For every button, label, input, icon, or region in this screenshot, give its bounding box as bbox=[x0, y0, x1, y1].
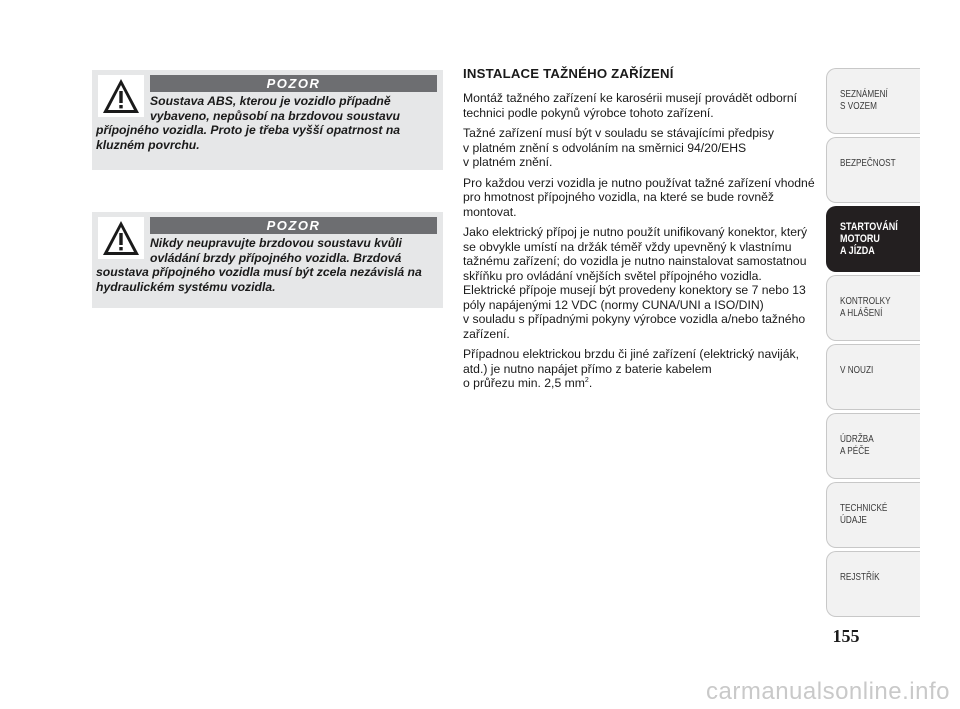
paragraph: Tažné zařízení musí být v souladu se stávajícími předpisy v platném znění s odvoláním na směrnici 94/20/EHS v platném znění. bbox=[463, 126, 774, 169]
tab-technicke[interactable]: TECHNICKÉ ÚDAJE bbox=[826, 482, 920, 548]
warning-box-abs bbox=[92, 70, 443, 170]
tab-rejstrik[interactable]: REJSTŘÍK bbox=[826, 551, 920, 617]
warning-box-brake bbox=[92, 212, 443, 308]
paragraph: Montáž tažného zařízení ke karosérii musejí provádět odborní technici podle pokynů výrobce tohoto zařízení. bbox=[463, 91, 797, 120]
tab-seznameni[interactable]: SEZNÁMENÍ S VOZEM bbox=[826, 68, 920, 134]
tab-startovani[interactable]: STARTOVÁNÍ MOTORU A JÍZDA bbox=[826, 206, 920, 272]
warning-text: Soustava ABS, kterou je vozidlo případně vybaveno, nepůsobí na brzdovou soustavu přípojného vozidla. Proto je třeba vyšší opatrnost na kluzném povrchu. bbox=[96, 94, 401, 152]
warning-header: POZOR bbox=[150, 217, 437, 234]
paragraph: Pro každou verzi vozidla je nutno používat tažné zařízení vhodné pro hmotnost přípojného vozidla, na které se bude rovněž montovat. bbox=[463, 175, 815, 219]
warning-header: POZOR bbox=[150, 75, 437, 92]
tab-bezpecnost[interactable]: BEZPEČNOST bbox=[826, 137, 920, 203]
chapter-tabs bbox=[826, 68, 920, 620]
tab-v-nouzi[interactable]: V NOUZI bbox=[826, 344, 920, 410]
page-number: 155 bbox=[832, 626, 860, 646]
watermark: carmanualsonline.info bbox=[706, 678, 950, 705]
warning-text: Nikdy neupravujte brzdovou soustavu kvůli ovládání brzdy přípojného vozidla. Brzdová soustava přípojného vozidla musí být zcela nezávislá na hydraulickém systému vozidla. bbox=[96, 236, 422, 294]
tab-kontrolky[interactable]: KONTROLKY A HLÁŠENÍ bbox=[826, 275, 920, 341]
main-content bbox=[463, 66, 815, 397]
paragraph-last: Případnou elektrickou brzdu či jiné zařízení (elektrický naviják, atd.) je nutno napájet přímo z baterie kabelem o průřezu min. 2,5 $mm^2$. bbox=[463, 347, 799, 390]
section-heading: INSTALACE TAŽNÉHO ZAŘÍZENÍ bbox=[463, 66, 674, 81]
paragraph: Jako elektrický přípoj je nutno použít unifikovaný konektor, který se obvykle umístí na držák téměř vždy upevněný k vlastnímu tažnému zařízení; do vozidla je nutno nainstalovat samostatnou skříňku pro ovládání vnějších světel přípojného vozidla. Elektrické přípoje musejí být provedeny konektory se 7 nebo 13 póly napájenými 12 VDC (normy CUNA/UNI a ISO/DIN) v souladu s případnými pokyny výrobce vozidla a/nebo tažného zařízení. bbox=[463, 225, 808, 341]
tab-udrzba[interactable]: ÚDRŽBA A PÉČE bbox=[826, 413, 920, 479]
